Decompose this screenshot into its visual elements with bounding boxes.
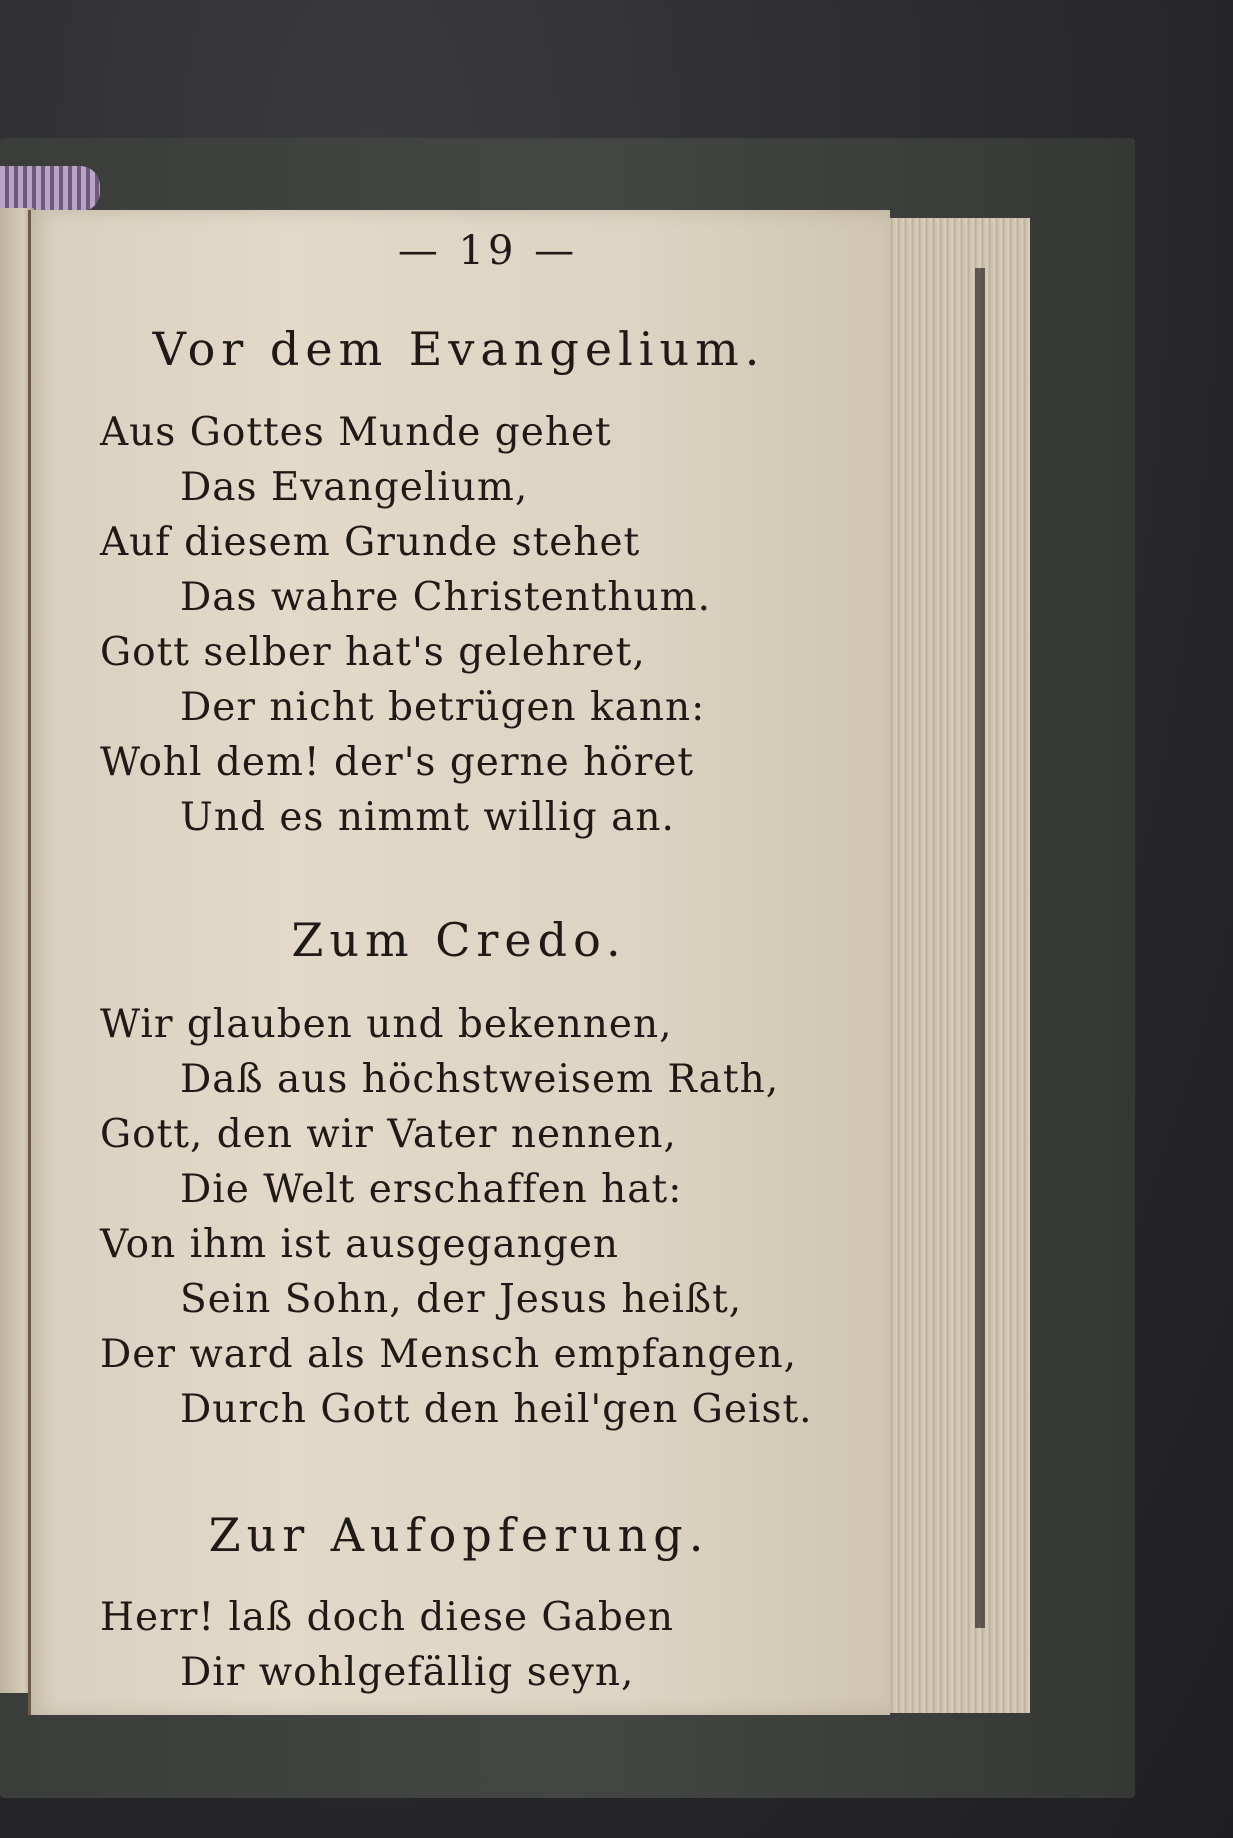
- verse-line: Wohl dem! der's gerne höret: [100, 740, 695, 785]
- verse-line: Daß aus höchstweisem Rath,: [180, 1057, 780, 1102]
- verse-line: Herr! laß doch diese Gaben: [100, 1595, 674, 1640]
- section-title: Vor dem Evangelium.: [152, 322, 766, 376]
- verse-line: Aus Gottes Munde gehet: [100, 410, 612, 455]
- verse-line: Der nicht betrügen kann:: [180, 685, 706, 730]
- verse-line: Gott, den wir Vater nennen,: [100, 1112, 677, 1157]
- book-page: [28, 210, 890, 1715]
- section-title: Zum Credo.: [291, 913, 627, 967]
- bookmark-ribbon: [0, 166, 100, 212]
- verse-line: Das wahre Christenthum.: [180, 575, 712, 620]
- page-block-edges: [880, 218, 1030, 1713]
- verse-line: Wir glauben und bekennen,: [100, 1002, 673, 1047]
- page-text: [28, 210, 890, 1715]
- section-title: Zur Aufopferung.: [208, 1508, 710, 1562]
- verse-line: Gott selber hat's gelehret,: [100, 630, 646, 675]
- verse-line: Auf diesem Grunde stehet: [100, 520, 641, 565]
- verse-line: Und es nimmt willig an.: [180, 795, 675, 840]
- verse-line: Sein Sohn, der Jesus heißt,: [180, 1277, 743, 1322]
- page-number: — 19 —: [397, 228, 579, 274]
- verse-line: Die Welt erschaffen hat:: [180, 1167, 683, 1212]
- verse-line: Von ihm ist ausgegangen: [100, 1222, 620, 1267]
- verse-line: Der ward als Mensch empfangen,: [100, 1332, 798, 1377]
- verse-line: Dir wohlgefällig seyn,: [180, 1650, 635, 1695]
- verse-line: Das Evangelium,: [180, 465, 529, 510]
- verse-line: Durch Gott den heil'gen Geist.: [180, 1387, 813, 1432]
- page-stack-shadow: [975, 268, 985, 1628]
